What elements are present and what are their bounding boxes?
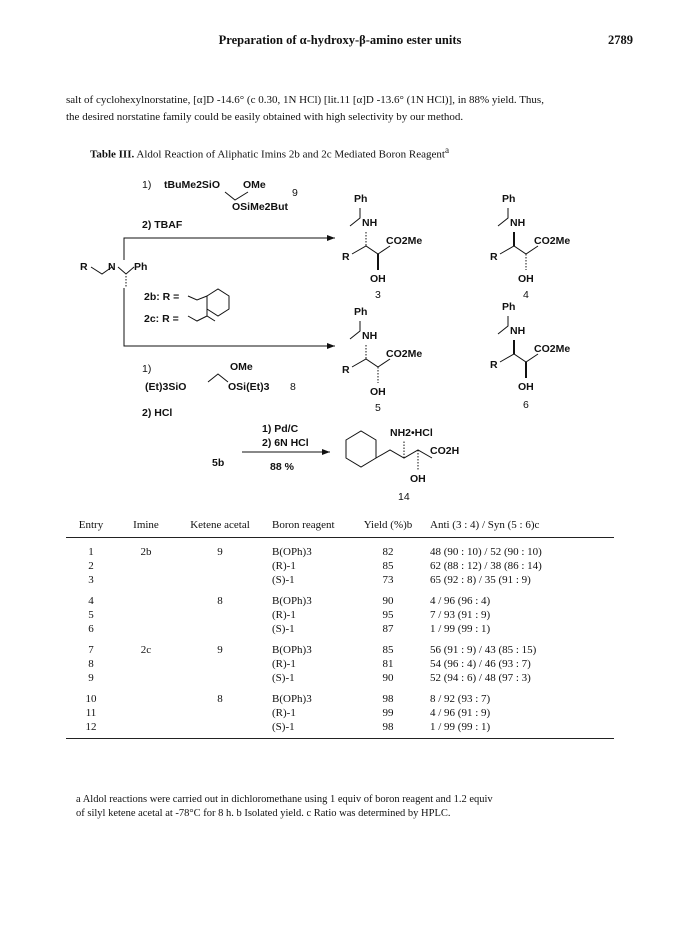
table-row [66,706,614,720]
step1-bottom-number: 1) [142,363,152,375]
cell-yield: 82 [382,546,394,558]
col-header-ketene: Ketene acetal [176,515,264,538]
product-6-structure [490,301,570,411]
cell-ratio: 8 / 92 (93 : 7) [430,693,491,705]
cell-imine [116,657,176,671]
cell-yield: 98 [358,720,418,739]
reagent-8-left: (Et)3SiO [145,381,187,393]
cell-entry: 3 [88,574,94,586]
cell-ketene [176,608,264,622]
def-2b: 2b: R = [144,291,180,303]
cell-ketene [176,720,264,739]
cell-ratio: 65 (92 : 8) / 35 (91 : 9) [430,574,531,586]
cell-imine [116,720,176,739]
imine-r: R [80,261,88,273]
cell-imine: 2c [140,644,152,656]
footnote-line-2: of silyl ketene acetal at -78°C for 8 h. b Isolated yield. c Ratio was determined by HPLC. [76,808,451,819]
product-6-ph: Ph [502,301,516,313]
product-14-structure [346,427,459,503]
col-header-ratio: Anti (3 : 4) / Syn (5 : 6)c [418,515,614,538]
cell-ratio: 7 / 93 (91 : 9) [430,609,491,621]
conv-step2: 2) 6N HCl [262,437,309,449]
conv-step1: 1) Pd/C [262,423,299,435]
cell-imine [116,608,176,622]
product-4-co2me: CO2Me [534,235,571,247]
product-4-structure [490,193,570,301]
cell-boron: B(OPh)3 [272,644,312,656]
table-row [66,636,614,657]
body-paragraph [66,92,614,126]
cell-boron: (R)-1 [272,560,296,572]
cell-imine [116,622,176,636]
cell-yield: 73 [382,574,394,586]
col-header-entry: Entry [66,515,116,538]
cell-imine [116,685,176,706]
product-14-cyclohexyl-icon [346,431,376,467]
caption-footnote-mark: a [444,145,450,155]
cell-yield: 85 [382,644,394,656]
cell-yield: 87 [382,623,394,635]
cell-imine [116,587,176,608]
reagent-9-bond [225,192,248,200]
cell-ketene [176,671,264,685]
cell-ketene [176,657,264,671]
cell-yield: 99 [382,707,394,719]
product-3-oh: OH [370,273,386,285]
table-row [66,587,614,608]
step2-bottom: 2) HCl [142,407,173,419]
footnote-line-1: a Aldol reactions were carried out in dichloromethane using 1 equiv of boron reagent and 1.2 equiv [76,794,493,805]
cell-entry: 2 [88,560,94,572]
product-3-structure [342,193,422,301]
cell-entry: 12 [66,720,116,739]
body-line-2: the desired norstatine family could be easily obtained with high selectivity by our method. [66,111,464,123]
cell-ratio: 56 (91 : 9) / 43 (85 : 15) [430,644,537,656]
cell-ratio: 48 (90 : 10) / 52 (90 : 10) [430,546,542,558]
cell-imine [116,671,176,685]
cell-ketene [176,622,264,636]
product-4-ph: Ph [502,193,516,205]
cell-ketene: 8 [217,693,223,705]
table-caption [90,145,449,161]
cell-imine [116,706,176,720]
cell-boron: (R)-1 [272,658,296,670]
product-14-co2h: CO2H [430,445,460,457]
step1-top-number: 1) [142,179,152,191]
cell-yield: 81 [382,658,394,670]
results-table [66,515,614,739]
table-header-row [66,515,614,538]
cell-entry: 4 [88,595,94,607]
product-4-r: R [490,251,498,263]
product-3-ph: Ph [354,193,368,205]
cell-yield: 90 [382,595,394,607]
cell-yield: 95 [382,609,394,621]
reagent-9-osi: OSiMe2But [232,201,289,213]
product-5-r: R [342,364,350,376]
table-row [66,538,614,560]
cell-yield: 98 [382,693,394,705]
cell-ratio: 4 / 96 (91 : 9) [430,707,491,719]
reagent-9-number: 9 [292,187,298,199]
cell-ratio: 1 / 99 (99 : 1) [430,623,491,635]
imine-bond-right [118,267,134,274]
cell-entry: 9 [88,672,94,684]
imine-n: N [108,261,116,273]
table-row [66,559,614,573]
arrow-top [124,238,335,260]
cell-entry: 8 [88,658,94,670]
cell-yield: 85 [382,560,394,572]
cell-ratio: 1 / 99 (99 : 1) [418,720,614,739]
reagent-9-ome: OMe [243,179,266,191]
cell-boron: (S)-1 [264,720,358,739]
product-5-structure [342,306,422,414]
reagent-8-bond [208,374,228,382]
cell-ratio: 4 / 96 (96 : 4) [430,595,491,607]
cell-ratio: 54 (96 : 4) / 46 (93 : 7) [430,658,531,670]
cell-entry: 11 [85,707,97,719]
product-6-number: 6 [523,399,529,411]
col-header-yield: Yield (%)b [358,515,418,538]
cell-ratio: 62 (88 : 12) / 38 (86 : 14) [430,560,542,572]
table-caption-text: Aldol Reaction of Aliphatic Imins 2b and 2c Mediated Boron Reagent [136,148,445,161]
cell-yield: 90 [382,672,394,684]
cell-ratio: 52 (94 : 6) / 48 (97 : 3) [430,672,531,684]
product-5-co2me: CO2Me [386,348,423,360]
isobutyl-group-icon [188,307,215,321]
product-3-nh: NH [362,217,378,229]
product-5-ph: Ph [354,306,368,318]
cell-imine [116,573,176,587]
cell-entry: 1 [88,546,94,558]
product-14-nh2: NH2•HCl [390,427,433,439]
table-label: Table III. [90,148,135,161]
cell-boron: (S)-1 [272,574,295,586]
col-header-imine: Imine [116,515,176,538]
table-row [66,608,614,622]
cell-boron: B(OPh)3 [272,546,312,558]
def-2c: 2c: R = [144,313,179,325]
table-row [66,671,614,685]
product-6-nh: NH [510,325,526,337]
product-3-number: 3 [375,289,381,301]
product-6-r: R [490,359,498,371]
imine-ph: Ph [134,261,148,273]
table-row [66,657,614,671]
cell-ketene [176,706,264,720]
table-row [66,685,614,706]
cell-boron: B(OPh)3 [272,693,312,705]
product-4-nh: NH [510,217,526,229]
reagent-9-silyloxy: tBuMe2SiO [164,179,221,191]
cell-ketene: 9 [217,644,223,656]
cell-entry: 7 [88,644,94,656]
reagent-8-right: OSi(Et)3 [228,381,270,393]
product-6-oh: OH [518,381,534,393]
reaction-scheme [60,170,620,510]
cell-imine [116,559,176,573]
cell-entry: 10 [85,693,97,705]
table-footnote [76,793,616,821]
product-4-number: 4 [523,289,529,301]
product-5-oh: OH [370,386,386,398]
cell-boron: B(OPh)3 [272,595,312,607]
cyclohexyl-ring-icon [207,289,229,316]
reagent-8-number: 8 [290,381,296,393]
product-14-number: 14 [398,491,410,503]
cell-entry: 5 [88,609,94,621]
cell-ketene [176,573,264,587]
product-4-oh: OH [518,273,534,285]
cell-boron: (R)-1 [272,707,296,719]
page-number: 2789 [608,33,633,47]
table-row [66,720,614,739]
col-header-boron: Boron reagent [264,515,358,538]
product-3-co2me: CO2Me [386,235,423,247]
cell-boron: (S)-1 [272,623,295,635]
product-3-r: R [342,251,350,263]
cell-ketene [176,559,264,573]
step2-top: 2) TBAF [142,219,183,231]
product-5-nh: NH [362,330,378,342]
running-title: Preparation of α-hydroxy-β-amino ester units [218,33,462,47]
def-2b-linker [188,296,207,300]
table-row [66,622,614,636]
reagent-8-ome: OMe [230,361,253,373]
cell-ketene: 8 [217,595,223,607]
conv-start: 5b [212,457,225,469]
cell-boron: (S)-1 [272,672,295,684]
product-5-number: 5 [375,402,381,414]
body-line-1: salt of cyclohexylnorstatine, [α]D -14.6° (c 0.30, 1N HCl) [lit.11 [α]D -13.6° (1N HCl)], in 88% yield. Thus, [66,94,544,106]
conv-yield: 88 % [270,461,294,473]
cell-imine: 2b [140,546,152,558]
table-row [66,573,614,587]
cell-boron: (R)-1 [272,609,296,621]
cell-entry: 6 [88,623,94,635]
product-6-co2me: CO2Me [534,343,571,355]
product-14-oh: OH [410,473,426,485]
cell-ketene: 9 [217,546,223,558]
